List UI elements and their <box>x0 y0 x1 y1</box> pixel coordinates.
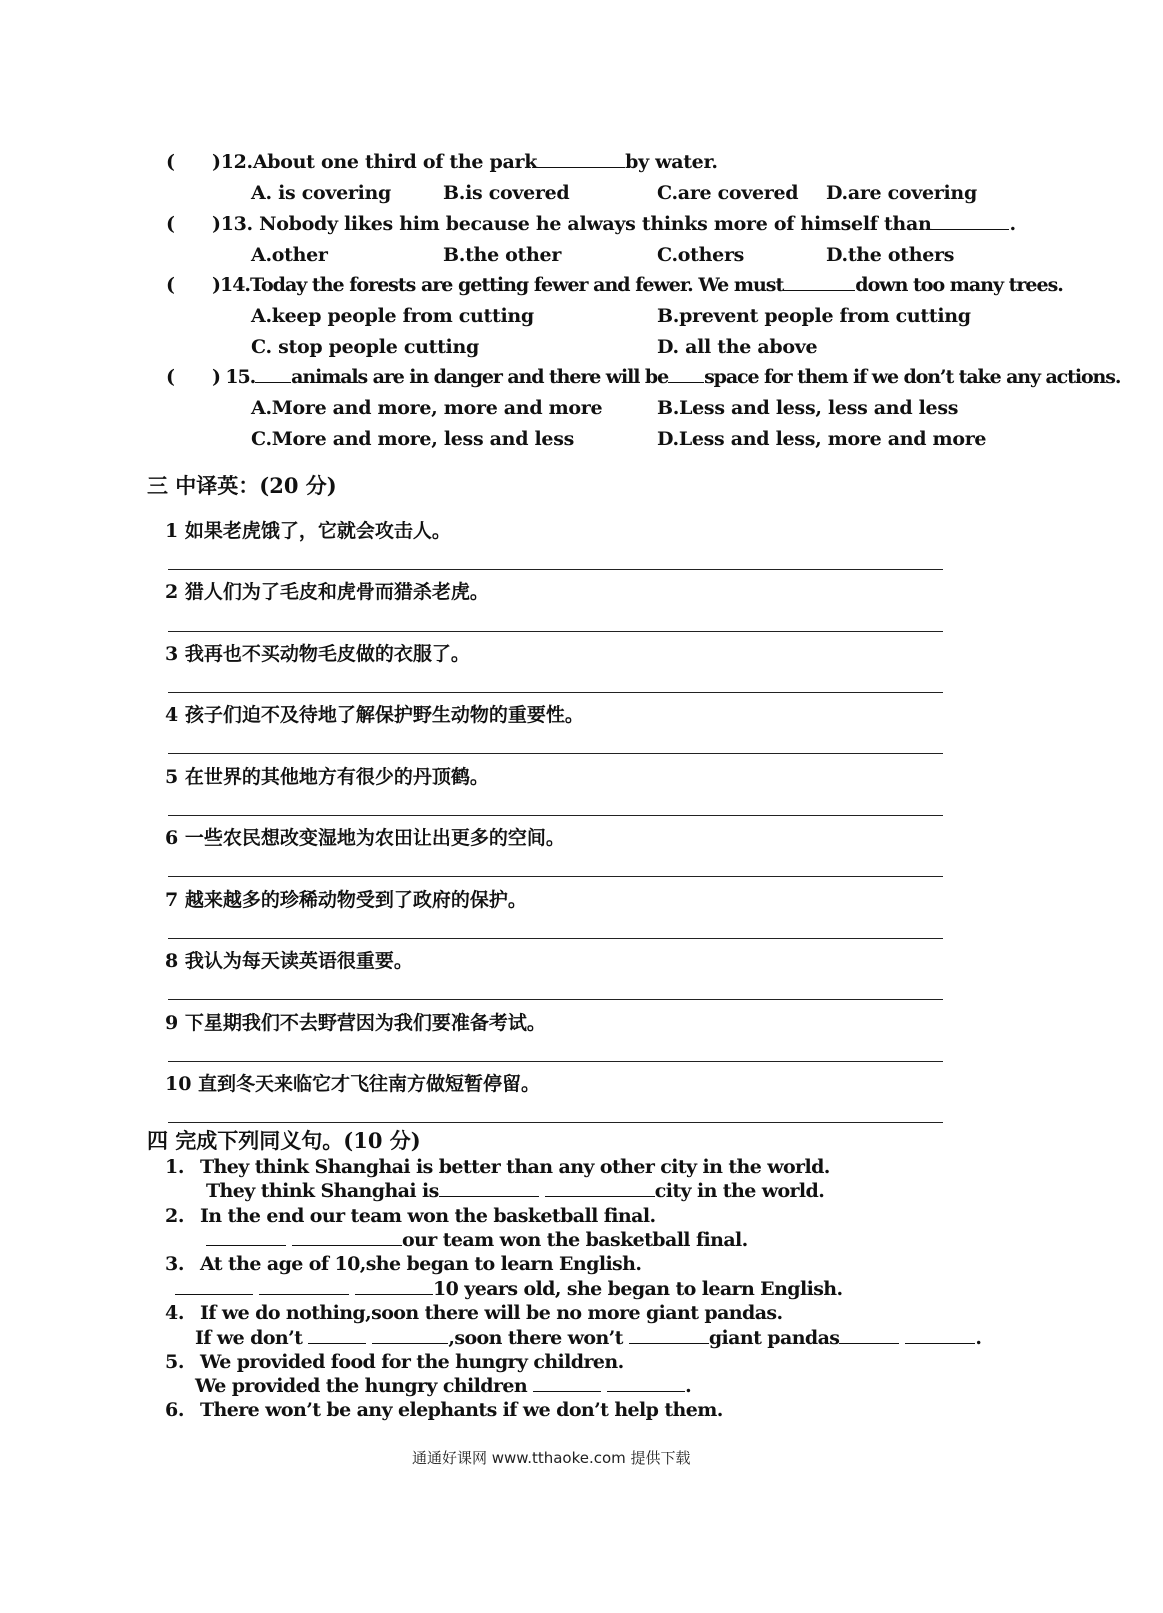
question-text: )14.Today the forests are getting fewer and fewer. We must down too many trees. <box>212 274 1063 296</box>
answer-blank[interactable] <box>905 1342 975 1344</box>
translation-item-5: 5 在世界的其他地方有很少的丹顶鹤。 <box>165 766 489 788</box>
answer-line[interactable] <box>168 876 943 877</box>
option-d: D.the others <box>826 244 955 266</box>
answer-line[interactable] <box>168 569 943 570</box>
option-d: D.are covering <box>826 182 977 204</box>
option-b: B.is covered <box>443 182 570 204</box>
option-b: B.the other <box>443 244 562 266</box>
answer-blank[interactable] <box>308 1342 366 1344</box>
question-text: )12.About one third of the park by water. <box>212 151 718 173</box>
answer-blank <box>255 381 291 383</box>
rewrite-sentence-2: In the end our team won the basketball final. <box>200 1205 656 1227</box>
rewrite-sentence-1: They think Shanghai is better than any other city in the world. <box>200 1156 830 1178</box>
answer-line[interactable] <box>168 692 943 693</box>
answer-line[interactable] <box>168 753 943 754</box>
translation-item-8: 8 我认为每天读英语很重要。 <box>165 950 413 972</box>
option-a: A. is covering <box>251 182 391 204</box>
rewrite-number: 3. <box>165 1253 185 1275</box>
translation-item-1: 1 如果老虎饿了，它就会攻击人。 <box>165 520 451 542</box>
answer-blank[interactable] <box>439 1195 539 1197</box>
answer-blank[interactable] <box>607 1390 685 1392</box>
rewrite-answer-2: our team won the basketball final. <box>206 1228 748 1252</box>
option-c: C.are covered <box>657 182 799 204</box>
rewrite-sentence-3: At the age of 10,she began to learn English. <box>200 1253 642 1275</box>
translation-item-6: 6 一些农民想改变湿地为农田让出更多的空间。 <box>165 827 565 849</box>
option-d: D.Less and less, more and more <box>657 428 987 450</box>
option-a: A.More and more, more and more <box>251 397 603 419</box>
rewrite-answer-1: They think Shanghai is city in the world. <box>206 1180 825 1202</box>
answer-line[interactable] <box>168 631 943 632</box>
option-a: A.keep people from cutting <box>251 305 534 327</box>
rewrite-sentence-6: There won’t be any elephants if we don’t help them. <box>200 1399 723 1421</box>
answer-blank <box>668 381 704 383</box>
section-3-title: 三 中译英：(20 分) <box>147 473 337 498</box>
answer-blank[interactable] <box>259 1293 349 1295</box>
answer-blank[interactable] <box>545 1195 655 1197</box>
answer-blank[interactable] <box>175 1293 253 1295</box>
option-b: B.prevent people from cutting <box>657 305 971 327</box>
answer-blank[interactable] <box>355 1293 433 1295</box>
translation-item-4: 4 孩子们迫不及待地了解保护野生动物的重要性。 <box>165 704 584 726</box>
translation-item-3: 3 我再也不买动物毛皮做的衣服了。 <box>165 643 470 665</box>
answer-blank[interactable] <box>839 1342 899 1344</box>
rewrite-sentence-4: If we do nothing,soon there will be no more giant pandas. <box>200 1302 783 1324</box>
rewrite-sentence-5: We provided food for the hungry children. <box>200 1351 624 1373</box>
answer-blank <box>783 289 855 291</box>
answer-blank[interactable] <box>292 1244 402 1246</box>
translation-item-10: 10 直到冬天来临它才飞往南方做短暂停留。 <box>165 1073 541 1095</box>
translation-item-9: 9 下星期我们不去野营因为我们要准备考试。 <box>165 1012 546 1034</box>
section-4-title: 四 完成下列同义句。(10 分) <box>147 1128 421 1153</box>
rewrite-number: 5. <box>165 1351 185 1373</box>
answer-blank <box>537 166 625 168</box>
answer-blank[interactable] <box>533 1390 601 1392</box>
answer-line[interactable] <box>168 938 943 939</box>
answer-line[interactable] <box>168 1061 943 1062</box>
answer-paren: ( <box>166 366 175 388</box>
answer-line[interactable] <box>168 815 943 816</box>
answer-paren: ( <box>166 213 175 235</box>
option-b: B.Less and less, less and less <box>657 397 959 419</box>
rewrite-number: 4. <box>165 1302 185 1324</box>
translation-item-7: 7 越来越多的珍稀动物受到了政府的保护。 <box>165 889 527 911</box>
answer-paren: ( <box>166 151 175 173</box>
page-footer: 通通好课网 www.tthaoke.com 提供下载 <box>412 1449 691 1467</box>
option-a: A.other <box>251 244 328 266</box>
option-c: C.More and more, less and less <box>251 428 574 450</box>
option-c: C. stop people cutting <box>251 336 479 358</box>
answer-blank <box>931 228 1009 230</box>
rewrite-answer-3: 10 years old, she began to learn English. <box>175 1277 843 1301</box>
answer-blank[interactable] <box>629 1342 709 1344</box>
rewrite-number: 1. <box>165 1156 185 1178</box>
rewrite-number: 2. <box>165 1205 185 1227</box>
answer-line[interactable] <box>168 1122 943 1123</box>
translation-item-2: 2 猎人们为了毛皮和虎骨而猎杀老虎。 <box>165 581 489 603</box>
answer-line[interactable] <box>168 999 943 1000</box>
question-text: )13. Nobody likes him because he always thinks more of himself than . <box>212 213 1016 235</box>
question-text: ) 15. animals are in danger and there will be space for them if we don’t take any actions. <box>212 366 1121 388</box>
option-d: D. all the above <box>657 336 818 358</box>
answer-paren: ( <box>166 274 175 296</box>
answer-blank[interactable] <box>372 1342 448 1344</box>
rewrite-answer-5: We provided the hungry children . <box>195 1375 692 1397</box>
rewrite-number: 6. <box>165 1399 185 1421</box>
answer-blank[interactable] <box>206 1244 286 1246</box>
rewrite-answer-4: If we don’t ,soon there won’t giant pandas . <box>195 1327 982 1349</box>
option-c: C.others <box>657 244 745 266</box>
